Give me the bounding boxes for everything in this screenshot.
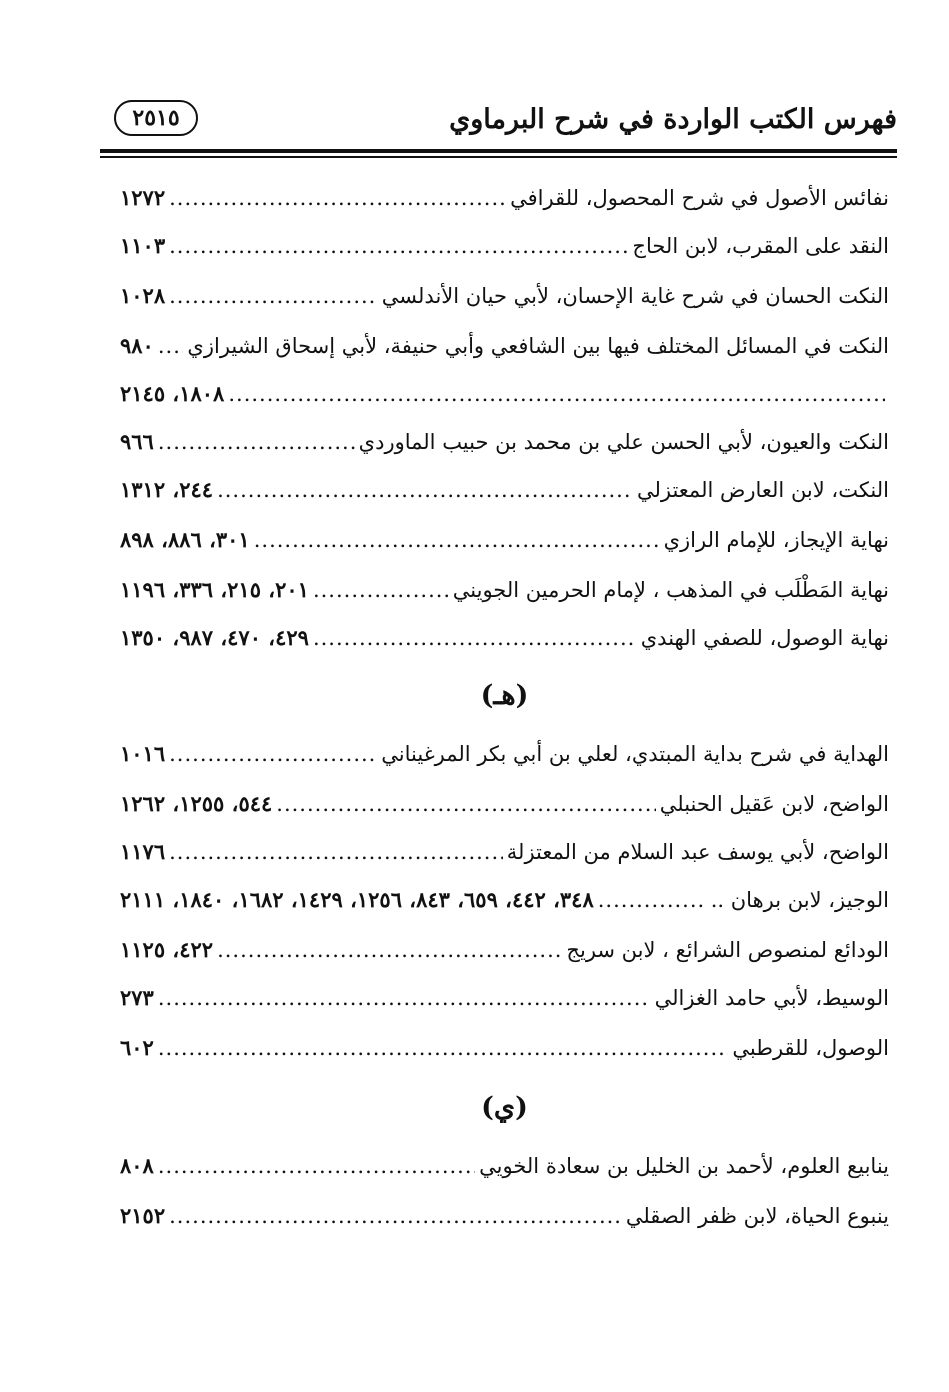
entry-pages: ٣٠١، ٨٨٦، ٨٩٨ [120, 527, 250, 552]
entry-title: النكت في المسائل المختلف فيها بين الشافعي وأبي حنيفة، لأبي إسحاق الشيرازي [187, 334, 889, 358]
entry-title: الواضح، لأبي يوسف عبد السلام من المعتزلة [506, 840, 889, 864]
entry-pages: ١٠٢٨ [120, 283, 166, 308]
dot-leader [217, 930, 562, 970]
dot-leader [158, 1146, 475, 1186]
index-entry [120, 930, 889, 970]
entry-pages: ١١٠٣ [120, 233, 166, 258]
index-entry [120, 978, 889, 1018]
entry-title: النكت والعيون، لأبي الحسن علي بن محمد بن حبيب الماوردي [358, 430, 889, 454]
page-number: ٢٥١٥ [132, 105, 180, 131]
entry-pages: ٦٠٢ [120, 1035, 154, 1060]
entry-pages: ٤٢٩، ٤٧٠، ٩٨٧، ١٣٥٠ [120, 625, 309, 650]
entry-title: نهاية المَطْلَب في المذهب ، لإمام الحرمين الجويني [452, 578, 889, 602]
dot-leader [254, 520, 660, 560]
index-entry [120, 178, 889, 218]
entry-title: الواضح، لابن عَقيل الحنبلي [659, 792, 889, 816]
header-rule-thick [100, 149, 897, 153]
entry-title: الودائع لمنصوص الشرائع ، لابن سريج [566, 938, 889, 962]
index-entry [120, 1028, 889, 1068]
section-heading-ha: (هـ) [480, 680, 529, 711]
index-entry [120, 520, 889, 560]
entry-pages: ٢٠١، ٢١٥، ٣٣٦، ١١٩٦ [120, 577, 309, 602]
entry-title: نهاية الوصول، للصفي الهندي [640, 626, 889, 650]
entry-title: ينبوع الحياة، لابن ظفر الصقلي [625, 1204, 889, 1228]
running-header [100, 96, 897, 154]
dot-leader [313, 570, 449, 610]
dot-leader [169, 832, 503, 872]
entry-pages: ٩٨٠ [120, 333, 154, 358]
dot-leader [158, 1028, 729, 1068]
index-entry [120, 832, 889, 872]
dot-leader [158, 326, 184, 366]
entry-pages: ٤٢٢، ١١٢٥ [120, 937, 214, 962]
dot-leader [169, 276, 378, 316]
page-number-badge [114, 100, 198, 136]
entry-pages: ١٠١٦ [120, 741, 166, 766]
entry-title: نهاية الإيجاز، للإمام الرازي [663, 528, 889, 552]
dot-leader [158, 422, 355, 462]
index-entry [120, 226, 889, 266]
entry-title: نفائس الأصول في شرح المحصول، للقرافي [510, 186, 889, 210]
entry-pages: ٥٤٤، ١٢٥٥، ١٢٦٢ [120, 791, 273, 816]
index-entry [120, 734, 889, 774]
entry-title: النكت الحسان في شرح غاية الإحسان، لأبي حيان الأندلسي [381, 284, 889, 308]
dot-leader [598, 880, 707, 920]
entry-title: النقد على المقرب، لابن الحاج [632, 234, 889, 258]
entry-pages: ٨٠٨ [120, 1153, 154, 1178]
dot-leader [169, 734, 377, 774]
entry-pages: ١٨٠٨، ٢١٤٥ [120, 381, 225, 406]
entry-title: الوسيط، لأبي حامد الغزالي [654, 986, 889, 1010]
dot-leader [169, 1196, 622, 1236]
entry-title: الوصول، للقرطبي [732, 1036, 889, 1060]
index-entry [120, 570, 889, 610]
header-title: فهرس الكتب الواردة في شرح البرماوي [449, 104, 897, 135]
index-entry [120, 422, 889, 462]
dot-leader [313, 618, 637, 658]
index-entry [120, 276, 889, 316]
header-rule-thin [100, 156, 897, 158]
index-entry [120, 470, 889, 510]
entry-pages: ١٢٧٢ [120, 185, 166, 210]
entry-pages: ٣٤٨، ٤٤٢، ٦٥٩، ٨٤٣، ١٢٥٦، ١٤٢٩، ١٦٨٢، ١٨٤٠، ٢١١١ [120, 887, 594, 912]
dot-leader [217, 470, 633, 510]
index-entry [120, 1196, 889, 1236]
dot-leader [276, 784, 655, 824]
index-entry [120, 618, 889, 658]
index-entry [120, 1146, 889, 1186]
dot-leader [228, 374, 885, 414]
index-entry [120, 326, 889, 366]
entry-title: ينابيع العلوم، لأحمد بن الخليل بن سعادة الخويي [479, 1154, 889, 1178]
dot-leader [169, 226, 628, 266]
entry-title: الوجيز، لابن برهان .. [710, 888, 889, 912]
entry-pages: ٢٧٣ [120, 985, 154, 1010]
entry-title: الهداية في شرح بداية المبتدي، لعلي بن أبي بكر المرغيناني [381, 742, 889, 766]
index-entry [120, 880, 889, 920]
entry-pages: ١١٧٦ [120, 839, 166, 864]
index-entry [120, 784, 889, 824]
entry-pages: ٢١٥٢ [120, 1203, 166, 1228]
dot-leader [158, 978, 651, 1018]
section-heading-ya: (ي) [481, 1092, 528, 1123]
index-entry-continuation [120, 374, 889, 414]
entry-pages: ٩٦٦ [120, 429, 154, 454]
entry-title: النكت، لابن العارض المعتزلي [636, 478, 889, 502]
dot-leader [169, 178, 506, 218]
entry-pages: ٢٤٤، ١٣١٢ [120, 477, 214, 502]
